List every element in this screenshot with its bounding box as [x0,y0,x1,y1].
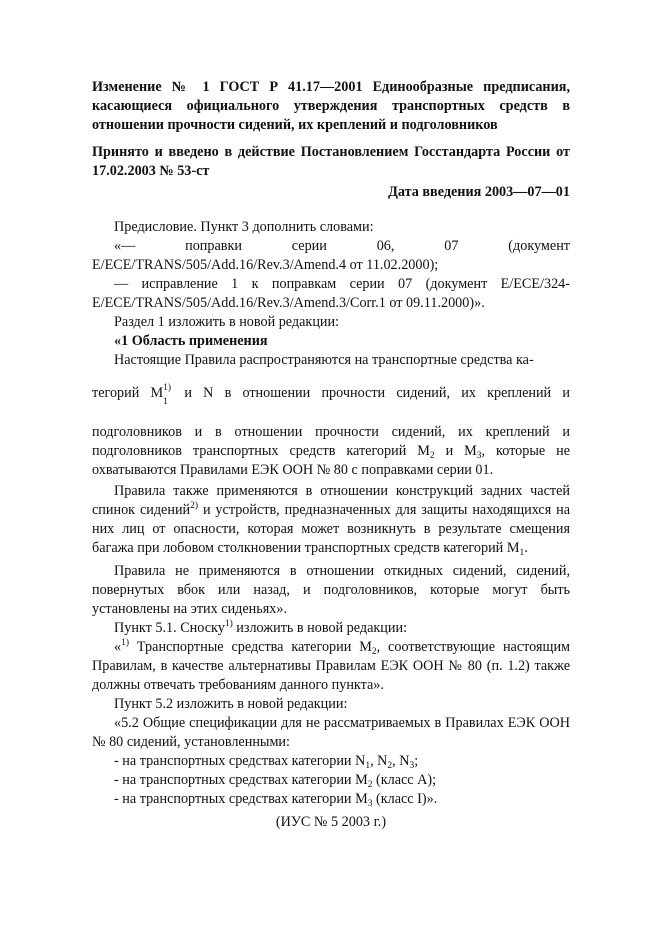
amendment-title: Изменение № 1 ГОСТ Р 41.17—2001 Единообразные предписания, касающиеся официального утверждения транспортных средств в отношении прочности сидений, их креплений и подголовников [92,79,570,133]
list-item: - на транспортных средствах категории $M_3$ (класс I)». [114,791,438,809]
adoption-statement: Принято и введено в действие Постановлением Госстандарта России от 17.02.2003 № 53-ст [92,144,570,179]
scope-heading: «1 Область применения [114,333,268,349]
list-item: - на транспортных средствах категории $M_2$ (класс А); [114,772,437,790]
section1-instruction: Раздел 1 изложить в новой редакции: [114,314,340,330]
clause-5-1-footnote: «$^{1)}$ Транспортные средства категории $M_2$, соответствующие настоящим Правилам, в качестве альтернативы Правилам ЕЭК ООН № 80 (п. 1.2) также должны отвечать требованиям данного пункта». [92,638,571,693]
clause-5-1-instruction: Пункт 5.1. Сноску$^{1)}$ изложить в новой редакции: [114,619,408,636]
amendment-item-1: «— поправки серии 06, 07 (документ E/ECE/TRANS/505/Add.16/Rev.3/Amend.4 от 11.02.2000); [92,238,570,273]
category-m1: $M_1$ [506,540,525,558]
category-n: N [203,385,214,401]
word: креплений [487,385,552,401]
category-m1: M 1) 1 [150,383,172,407]
word: и [562,385,570,401]
word: сидений, [396,385,451,401]
list-item: - на транспортных средствах категории $N_1$, $N_2$, $N_3$; [114,753,419,771]
word: прочности [321,385,386,401]
scope-paragraph-1-start: Настоящие Правила распространяются на транспортные средства ка- [114,352,534,368]
document-page [92,78,570,846]
category-m3: $M_3$ [464,443,482,461]
clause-5-2-text: «5.2 Общие спецификации для не рассматриваемых в Правилах ЕЭК ООН № 80 сидений, установленными: [92,715,570,750]
footnote-ref-1: 1) [224,619,233,629]
word: тегорий [92,385,140,401]
scope-paragraph-1-categories-line [92,383,570,407]
scope-paragraph-2: Правила также применяются в отношении конструкций задних частей спинок сидений$^{2)}$ и устройств, предназначенных для защиты находящихся на них лиц от опасности, которая может возникнуть в результате смещения багажа при лобовом столкновении транспортных средств категорий $M_1$. [92,483,570,558]
category-m2: $M_2$ [417,443,435,461]
word: отношении [242,385,311,401]
word: в [224,385,232,401]
word: и [184,385,192,401]
source-reference: (ИУС № 5 2003 г.) [275,814,387,830]
amendment-item-2: — исправление 1 к поправкам серии 07 (документ E/ECE/324-E/ECE/TRANS/505/Add.16/Rev.3/Amend.3/Corr.1 от 09.11.2000)». [92,276,570,311]
clause-5-2-instruction: Пункт 5.2 изложить в новой редакции: [114,696,348,712]
preface-paragraph: Предисловие. Пункт 3 дополнить словами: [114,219,374,235]
category-m2: $M_2$ [359,639,377,657]
scope-paragraph-1-cont: подголовников и в отношении прочности сидений, их креплений и подголовников транспортных средств категорий $M_2$ и $M_3$, которые не охватываются Правилами ЕЭК ООН № 80 с поправками серии 01. [92,424,571,478]
word: их [461,385,476,401]
scope-paragraph-3: Правила не применяются в отношении откидных сидений, сидений, повернутых вбок или назад, и подголовников, которые могут быть установлены на этих сиденьях». [92,563,570,617]
footnote-ref-2: 2) [190,501,199,511]
effective-date: Дата введения 2003—07—01 [388,184,570,200]
